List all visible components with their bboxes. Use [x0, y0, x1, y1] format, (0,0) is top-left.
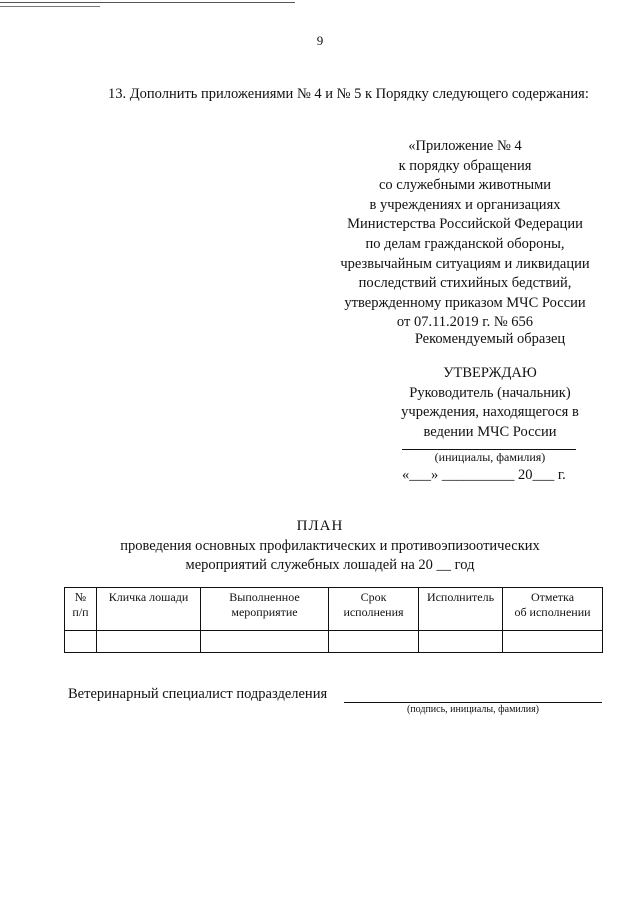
appendix-line: Министерства Российской Федерации — [347, 216, 583, 233]
vet-signature-line — [344, 702, 602, 703]
table-cell — [329, 631, 419, 653]
header-measure: Выполненное мероприятие — [201, 588, 329, 631]
header-executor: Исполнитель — [419, 588, 503, 631]
plan-subtitle-line: проведения основных профилактических и противоэпизоотических — [120, 538, 540, 554]
amendment-paragraph: 13. Дополнить приложениями № 4 и № 5 к Порядку следующего содержания: — [108, 86, 589, 102]
appendix-line: последствий стихийных бедствий, — [358, 275, 572, 292]
plan-title: ПЛАН — [296, 518, 344, 534]
appendix-line: в учреждениях и организациях — [369, 196, 561, 213]
scan-top-rule — [0, 2, 295, 3]
approval-title: УТВЕРЖДАЮ — [443, 365, 537, 381]
table-cell — [419, 631, 503, 653]
appendix-line: со служебными животными — [378, 177, 552, 194]
table-row — [65, 631, 603, 653]
appendix-line: к порядку обращения — [398, 157, 532, 174]
table-cell — [201, 631, 329, 653]
table-cell — [503, 631, 603, 653]
plan-table — [64, 587, 603, 653]
approval-line: ведении МЧС России — [423, 423, 557, 440]
table-header-row — [65, 588, 603, 631]
page-number: 9 — [316, 33, 324, 48]
recommended-sample-label: Рекомендуемый образец — [414, 331, 566, 347]
header-number: № п/п — [65, 588, 97, 631]
table-cell — [97, 631, 201, 653]
appendix-line: чрезвычайным ситуациям и ликвидации — [340, 255, 590, 272]
approval-line: учреждения, находящегося в — [401, 404, 579, 420]
appendix-header — [330, 137, 600, 333]
appendix-line: «Приложение № 4 — [408, 138, 522, 154]
header-completion-mark: Отметка об исполнении — [503, 588, 603, 631]
plan-subtitle-line: мероприятий служебных лошадей на 20 __ год — [185, 557, 475, 573]
appendix-line: утвержденному приказом МЧС России — [344, 294, 586, 311]
initials-caption: (инициалы, фамилия) — [434, 450, 546, 464]
plan-subtitle — [70, 537, 590, 575]
header-deadline: Срок исполнения — [329, 588, 419, 631]
vet-specialist-label: Ветеринарный специалист подразделения — [68, 686, 328, 702]
appendix-line: от 07.11.2019 г. № 656 — [396, 314, 534, 331]
vet-signature-caption: (подпись, инициалы, фамилия) — [406, 704, 540, 715]
approval-line: Руководитель (начальник) — [409, 384, 571, 401]
approval-date-line: «___» __________ 20___ г. — [402, 467, 566, 483]
table-cell — [65, 631, 97, 653]
scan-top-rule-short — [0, 6, 100, 7]
appendix-line: по делам гражданской обороны, — [365, 235, 565, 252]
header-horse-name: Кличка лошади — [97, 588, 201, 631]
approval-block — [380, 364, 600, 442]
